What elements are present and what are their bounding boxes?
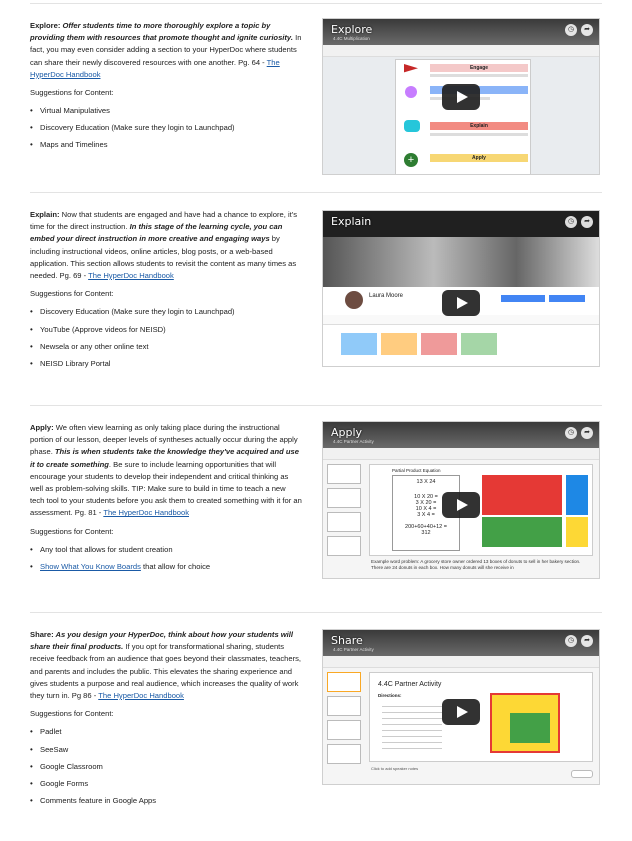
show-what-you-know-link[interactable]: Show What You Know Boards xyxy=(40,561,141,571)
apply-section xyxy=(30,420,602,610)
explore-lead: Explore: xyxy=(30,21,61,30)
apply-video[interactable] xyxy=(322,421,600,579)
share-video[interactable] xyxy=(322,629,600,785)
slide-directions: Directions: xyxy=(378,693,402,698)
video-subtitle: 4.4C Partner Activity xyxy=(333,439,374,444)
explore-body: In fact, you may even consider adding a section to your HyperDoc where students can share their newly discovered resources with one another. Pg. 64 - xyxy=(30,33,302,67)
suggestions-list xyxy=(30,306,302,369)
hyperdoc-handbook-link[interactable]: The HyperDoc Handbook xyxy=(103,508,189,518)
area-model xyxy=(482,475,562,515)
list-item: • Discovery Education (Make sure they login to Launchpad) xyxy=(30,306,302,318)
docs-toolbar xyxy=(323,45,599,57)
explore-section xyxy=(30,18,602,188)
list-item: • Virtual Manipulatives xyxy=(30,105,302,117)
divider xyxy=(30,3,602,4)
divider xyxy=(30,405,602,406)
play-button[interactable] xyxy=(442,290,480,316)
suggestions-label: Suggestions for Content: xyxy=(30,526,114,536)
suggestions-label: Suggestions for Content: xyxy=(30,88,114,98)
list-item: • NEISD Library Portal xyxy=(30,358,302,370)
video-title: Share xyxy=(331,634,363,647)
list-item: • SeeSaw xyxy=(30,744,302,756)
play-button[interactable] xyxy=(442,492,480,518)
channel-tabs xyxy=(323,315,599,325)
list-item: • Maps and Timelines xyxy=(30,139,302,151)
list-item: • Newsela or any other online text xyxy=(30,341,302,353)
slide-title: Partial Product Equation xyxy=(392,468,441,473)
video-title: Explain xyxy=(331,215,372,228)
speaker-notes[interactable]: Click to add speaker notes xyxy=(371,766,419,771)
apply-lead: Apply: xyxy=(30,423,54,432)
explain-lead: Explain: xyxy=(30,210,60,219)
explain-section xyxy=(30,207,602,397)
list-item: • Any tool that allows for student creation xyxy=(30,544,302,556)
play-button[interactable] xyxy=(442,699,480,725)
list-item: • Show What You Know Boards that allow for choice xyxy=(30,561,302,573)
list-item: • Discovery Education (Make sure they login to Launchpad) xyxy=(30,122,302,134)
video-subtitle: 4.4C Partner Activity xyxy=(333,647,374,652)
flag-icon xyxy=(404,64,418,78)
suggestions-list xyxy=(30,105,302,151)
slides-toolbar xyxy=(323,448,599,460)
hyperdoc-handbook-link[interactable]: The HyperDoc Handbook xyxy=(98,691,184,701)
doc-page xyxy=(395,59,531,175)
channel-banner xyxy=(323,237,599,287)
hyperdoc-handbook-link[interactable]: The HyperDoc Handbook xyxy=(88,271,174,281)
slides-toolbar xyxy=(323,656,599,668)
join-button[interactable] xyxy=(549,295,585,302)
share-icon[interactable]: ➦ xyxy=(581,635,593,647)
video-subtitle: 4.4C Multiplication xyxy=(333,36,370,41)
list-item: • Google Classroom xyxy=(30,761,302,773)
suggestions-label: Suggestions for Content: xyxy=(30,709,114,719)
clock-icon[interactable]: ◷ xyxy=(565,24,577,36)
play-button[interactable] xyxy=(442,84,480,110)
explore-button[interactable] xyxy=(571,770,593,778)
explain-video[interactable] xyxy=(322,210,600,367)
engage-bar: Engage xyxy=(430,64,528,72)
clock-icon[interactable]: ◷ xyxy=(565,427,577,439)
apply-paragraph: Apply: We often view learning as only taking place during the instructional portion of our lesson, deeper levels of syntheses actually occur during the apply phase. This is when students take the knowledge they've acquired and use it to create something. Be sure to include learning opportunities that will encourage your students to develop their independent and critical thinking as well as problem-solving skills. TIP: Make sure to build in time to teach a new tech tool to your students before you ask them to created something with it for an assessment. Pg. 81 - The HyperDoc Handbook xyxy=(30,423,302,518)
share-icon[interactable]: ➦ xyxy=(581,216,593,228)
share-section xyxy=(30,627,602,827)
video-thumbnails xyxy=(341,333,521,355)
explore-video[interactable] xyxy=(322,18,600,175)
clock-icon[interactable]: ◷ xyxy=(565,216,577,228)
share-icon[interactable]: ➦ xyxy=(581,427,593,439)
divider xyxy=(30,612,602,613)
equation-box: 13 X 24 10 X 20 = 3 X 20 = 10 X 4 = 3 X 4 = 200+60+40+12 = 312 xyxy=(392,475,460,551)
lightbulb-icon xyxy=(405,86,417,98)
video-title: Explore xyxy=(331,23,373,36)
slide xyxy=(369,672,593,762)
list-item: • Padlet xyxy=(30,726,302,738)
slide-caption: Example word problem: A grocery store owner ordered 13 boxes of donuts to sell in her bakery section. There are 24 donuts in each box. How many donuts will she receive in xyxy=(371,559,581,570)
clock-icon[interactable]: ◷ xyxy=(565,635,577,647)
slide-heading: 4.4C Partner Activity xyxy=(378,681,442,688)
share-icon[interactable]: ➦ xyxy=(581,24,593,36)
explain-bar: Explain xyxy=(430,122,528,130)
list-item: • Google Forms xyxy=(30,778,302,790)
apply-bar: Apply xyxy=(430,154,528,162)
suggestions-list xyxy=(30,544,302,573)
explain-paragraph: Explain: Now that students are engaged and have had a chance to explore, it's time for the direct instruction. In this stage of the learning cycle, you can embed your direct instruction in more creative and engaging ways by including instructional videos, online articles, blog posts, or a web-based application. This section allows students to revisit the content as many times as needed. Pg. 69 - The HyperDoc Handbook xyxy=(30,210,297,281)
avatar xyxy=(345,291,363,309)
video-title: Apply xyxy=(331,426,363,439)
subscribe-button[interactable] xyxy=(501,295,545,302)
divider xyxy=(30,192,602,193)
hyperdoc-handbook-link[interactable]: The HyperDoc Handbook xyxy=(30,57,280,79)
share-lead: Share: xyxy=(30,630,54,639)
list-item: • YouTube (Approve videos for NEISD) xyxy=(30,324,302,336)
slide xyxy=(369,464,593,556)
explore-intro: Offer students time to more thoroughly explore a topic by providing them with resources that promote thought and ignite curiosity. xyxy=(30,21,293,43)
channel-name: Laura Moore xyxy=(369,293,404,299)
chat-icon xyxy=(404,120,420,132)
suggestions-list xyxy=(30,726,302,807)
explore-paragraph xyxy=(30,20,302,81)
plus-icon: + xyxy=(404,153,418,167)
list-item: • Comments feature in Google Apps xyxy=(30,795,302,807)
suggestions-label: Suggestions for Content: xyxy=(30,289,114,299)
share-paragraph: Share: As you design your HyperDoc, think about how your students will share their final products. If you opt for transformational sharing, students receive feedback from an audience that goes beyond their classmates, teachers, and parents and includes the public. This elevates the sharing experience and gives students a purpose and real audience, which increases the quality of work they turn in. Pg 86 - The HyperDoc Handbook xyxy=(30,630,301,701)
